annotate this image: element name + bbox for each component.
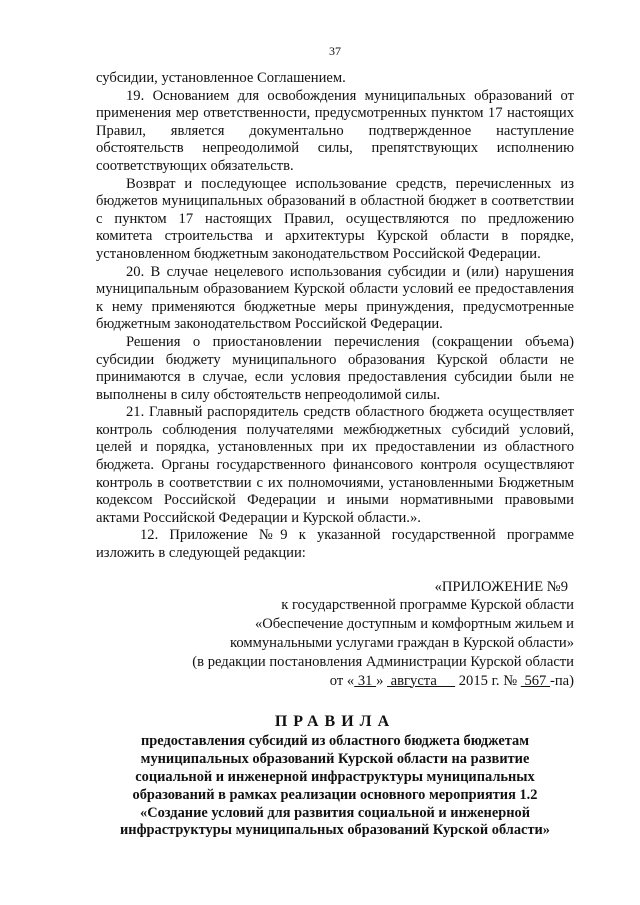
paragraph-21: 21. Главный распорядитель средств областного бюджета осуществляет контроль соблюдения получателями межбюджетных субсидий условий, целей и порядка, установленных при их предоставлении из областного бюджета. Органы государственного финансового контроля осуществляют контроль в соответствии с их полномочиями, установленными Бюджетным кодексом Российской Федерации и иными нормативными правовыми актами Российской Федерации и Курской области.».	[96, 404, 574, 526]
date-prefix: от «	[329, 672, 355, 689]
annex-line-1: к государственной программе Курской области	[281, 597, 574, 614]
rules-subtitle-line: муниципальных образований Курской области на развитие	[140, 751, 530, 768]
rules-title: ПРАВИЛА	[274, 713, 396, 731]
annex-date-line	[96, 672, 574, 691]
date-year: 2015 г. №	[455, 672, 521, 689]
annex-header	[96, 578, 574, 691]
rules-subtitle-line: образований в рамках реализации основного мероприятия 1.2	[132, 786, 538, 803]
annex-line-3: коммунальными услугами граждан в Курской области»	[230, 635, 574, 652]
page-number: 37	[329, 44, 341, 58]
date-suffix: -па)	[549, 672, 574, 689]
paragraph-19: 19. Основанием для освобождения муниципальных образований от применения мер ответственности, предусмотренных пунктом 17 настоящих Правил, является документально подтвержденное наступление обстоятельств непреодолимой силы, препятствующих исполнению соответствующих обязательств.	[96, 87, 574, 174]
date-day: 31	[354, 672, 377, 689]
rules-subtitle-line: социальной и инженерной инфраструктуры муниципальных	[135, 769, 535, 785]
annex-line-2: «Обеспечение доступным и комфортным жильем и	[254, 616, 574, 633]
rules-heading	[96, 712, 574, 840]
rules-subtitle	[96, 733, 574, 840]
rules-subtitle-line: «Создание условий для развития социальной и инженерной	[140, 804, 530, 821]
paragraph-12: 12. Приложение №9 к указанной государственной программе изложить в следующей редакции:	[96, 527, 574, 562]
annex-line-4: (в редакции постановления Администрации Курской области	[192, 653, 574, 670]
date-month: августа	[387, 672, 456, 689]
paragraph-suspension: Решения о приостановлении перечисления (сокращении объема) субсидии бюджету муниципального образования Курской области не принимаются в случае, если условия предоставления субсидии были не выполнены в силу обстоятельств непреодолимой силы.	[96, 333, 574, 403]
document-body	[96, 70, 574, 563]
date-mid: »	[376, 672, 388, 689]
paragraph-refund: Возврат и последующее использование средств, перечисленных из бюджетов муниципальных образований в областной бюджет в соответствии с пунктом 17 настоящих Правил, осуществляются по предложению комитета строительства и архитектуры Курской области в порядке, установленном бюджетным законодательством Российской Федерации.	[96, 175, 574, 262]
decree-number: 567	[520, 672, 550, 689]
rules-subtitle-line: предоставления субсидий из областного бюджета бюджетам	[140, 733, 530, 750]
paragraph-20: 20. В случае нецелевого использования субсидии и (или) нарушения муниципальным образованием Курской области условий ее предоставления к нему применяются бюджетные меры принуждения, предусмотренные бюджетным законодательством Российской Федерации.	[96, 263, 574, 333]
rules-subtitle-line: инфраструктуры муниципальных образований Курской области»	[119, 822, 551, 839]
annex-title: «ПРИЛОЖЕНИЕ №9	[434, 578, 568, 595]
paragraph-continuation: субсидии, установленное Соглашением.	[96, 70, 346, 86]
